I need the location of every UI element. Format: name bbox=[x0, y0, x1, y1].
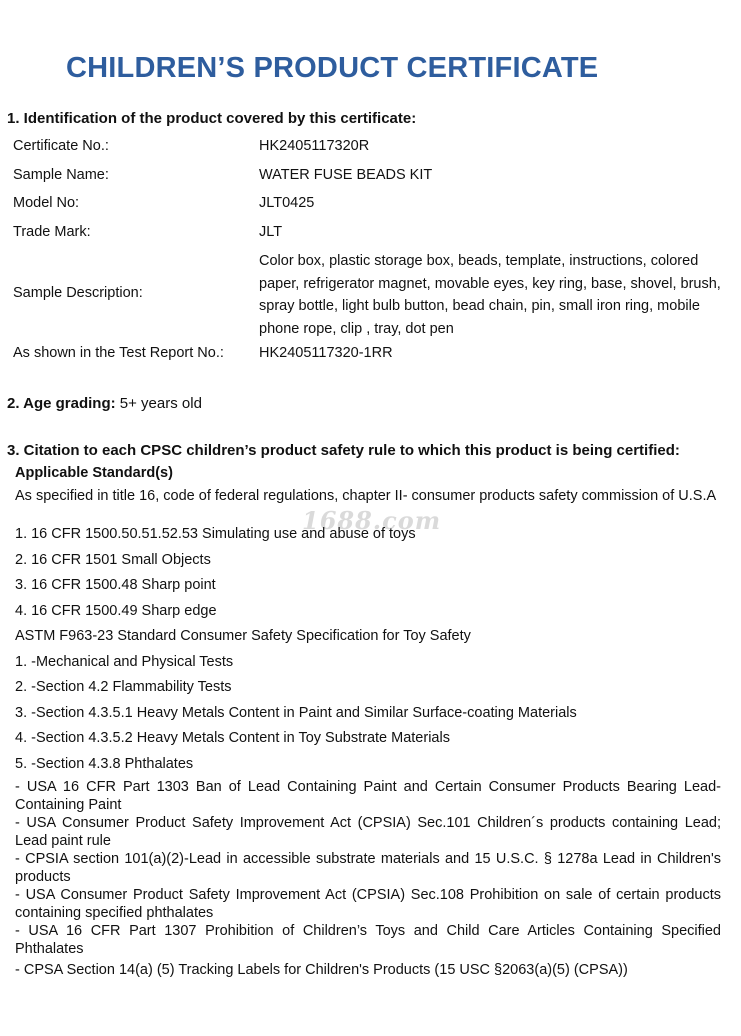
astm-item: 2. -Section 4.2 Flammability Tests bbox=[15, 679, 232, 695]
sample-description-value: Color box, plastic storage box, beads, template, instructions, colored paper, refrigerator magnet, movable eyes, key ring, base, shovel, brush, spray bottle, light bulb button, bead chain, pin, small iron ring, mobile phone rope, clip , tray, dot pen bbox=[259, 253, 721, 337]
cfr-item: 4. 16 CFR 1500.49 Sharp edge bbox=[15, 603, 217, 619]
regulation-item: - USA 16 CFR Part 1303 Ban of Lead Containing Paint and Certain Consumer Products Bearing Lead- Containing Paint bbox=[15, 779, 721, 813]
cfr-item: 2. 16 CFR 1501 Small Objects bbox=[15, 552, 211, 568]
astm-item: 3. -Section 4.3.5.1 Heavy Metals Content in Paint and Similar Surface-coating Materials bbox=[15, 705, 577, 721]
field-value: WATER FUSE BEADS KIT bbox=[259, 167, 433, 183]
section2-heading: 2. Age grading: bbox=[7, 395, 116, 412]
section3-heading: 3. Citation to each CPSC children’s product safety rule to which this product is being certified: bbox=[7, 442, 680, 459]
cfr-item: 1. 16 CFR 1500.50.51.52.53 Simulating use and abuse of toys bbox=[15, 526, 416, 542]
field-label: Model No: bbox=[13, 195, 80, 211]
sample-description-label: Sample Description: bbox=[13, 285, 143, 301]
section2-age-grading bbox=[7, 395, 202, 412]
field-label: Certificate No.: bbox=[13, 138, 109, 154]
field-value: HK2405117320R bbox=[259, 138, 370, 154]
regulation-item: - CPSIA section 101(a)(2)-Lead in accessible substrate materials and 15 U.S.C. § 1278a Lead in Children's products bbox=[15, 851, 721, 885]
certificate-title: CHILDREN’S PRODUCT CERTIFICATE bbox=[66, 52, 599, 84]
astm-item: 5. -Section 4.3.8 Phthalates bbox=[15, 756, 194, 772]
field-value: HK2405117320-1RR bbox=[259, 345, 393, 361]
regulation-item: - USA 16 CFR Part 1307 Prohibition of Children’s Toys and Child Care Articles Containing Specified Phthalates bbox=[15, 923, 721, 957]
astm-item: 1. -Mechanical and Physical Tests bbox=[15, 654, 234, 670]
field-value: JLT0425 bbox=[259, 195, 315, 211]
cfr-item: 3. 16 CFR 1500.48 Sharp point bbox=[15, 577, 216, 593]
section1-heading: 1. Identification of the product covered by this certificate: bbox=[7, 110, 417, 127]
age-grading-value: 5+ years old bbox=[115, 395, 202, 412]
regulation-item: - USA Consumer Product Safety Improvement Act (CPSIA) Sec.101 Children´s products containing Lead; Lead paint rule bbox=[15, 815, 721, 849]
watermark: 1688.com bbox=[302, 506, 442, 535]
regulation-item: - CPSA Section 14(a) (5) Tracking Labels for Children's Products (15 USC §2063(a)(5) (CPSA)) bbox=[15, 962, 628, 978]
astm-item: 4. -Section 4.3.5.2 Heavy Metals Content in Toy Substrate Materials bbox=[15, 730, 450, 746]
field-label: Trade Mark: bbox=[13, 224, 91, 240]
astm-standard: ASTM F963-23 Standard Consumer Safety Specification for Toy Safety bbox=[15, 628, 471, 644]
field-label: As shown in the Test Report No.: bbox=[13, 345, 224, 361]
field-label: Sample Name: bbox=[13, 167, 109, 183]
regulation-item: - USA Consumer Product Safety Improvement Act (CPSIA) Sec.108 Prohibition on sale of certain products containing specified phthalates bbox=[15, 887, 721, 921]
field-value: JLT bbox=[259, 224, 283, 240]
applicable-standards-heading: Applicable Standard(s) bbox=[15, 465, 173, 481]
standards-intro: As specified in title 16, code of federal regulations, chapter II- consumer products safety commission of U.S.A bbox=[15, 488, 717, 504]
